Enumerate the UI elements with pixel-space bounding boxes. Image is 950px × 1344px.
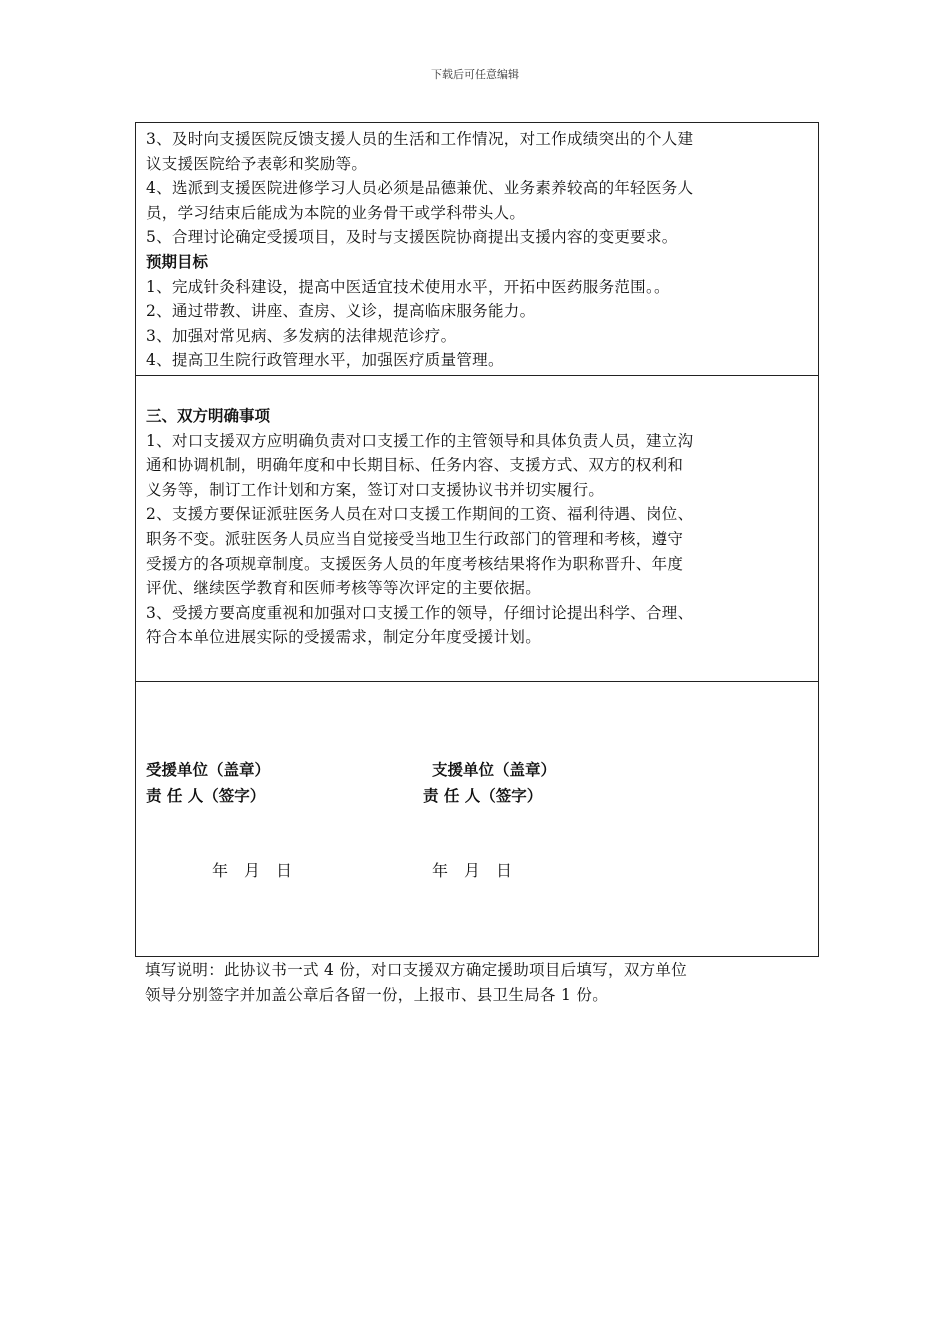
measure-line: 议支援医院给予表彰和奖励等。 [146,154,368,173]
goals-heading: 预期目标 [146,252,209,271]
measure-line: 5、合理讨论确定受援项目，及时与支援医院协商提出支援内容的变更要求。 [146,228,678,247]
goal-line: 4、提高卫生院行政管理水平，加强医疗质量管理。 [146,351,504,370]
matter-line: 符合本单位进展实际的受援需求，制定分年度受援计划。 [146,628,542,647]
support-person-label: 责 任 人（签字） [423,787,543,805]
support-unit-label: 支援单位（盖章） [432,761,557,779]
matter-line: 评优、继续医学教育和医师考核等等次评定的主要依据。 [146,579,542,598]
section-signatures [136,682,818,956]
matter-line: 3、受援方要高度重视和加强对口支援工作的领导，仔细讨论提出科学、合理、 [146,603,694,622]
signature-unit-row [146,758,808,784]
goal-line: 2、通过带教、讲座、查房、义诊，提高临床服务能力。 [146,302,536,321]
recipient-unit-label: 受援单位（盖章） [146,761,271,779]
instruction-line: 领导分别签字并加盖公章后各留一份，上报市、县卫生局各 1 份。 [145,985,609,1004]
support-date-label: 年 月 日 [432,861,513,880]
matter-line: 受援方的各项规章制度。支援医务人员的年度考核结果将作为职称晋升、年度 [146,554,684,573]
recipient-date-label: 年 月 日 [212,861,293,880]
goal-line: 3、加强对常见病、多发病的法律规范诊疗。 [146,326,457,345]
matter-line: 1、对口支援双方应明确负责对口支援工作的主管领导和具体负责人员，建立沟 [146,431,694,450]
filling-instructions [145,958,815,1007]
instruction-line: 填写说明：此协议书一式 4 份，对口支援双方确定援助项目后填写，双方单位 [145,961,688,979]
matter-line: 义务等，制订工作计划和方案，签订对口支援协议书并切实履行。 [146,480,605,499]
recipient-person-label: 责 任 人（签字） [146,787,266,805]
goal-line: 1、完成针灸科建设，提高中医适宜技术使用水平，开拓中医药服务范围。。 [146,277,670,296]
date-row [146,858,808,884]
header-note: 下载后可任意编辑 [431,68,519,81]
measure-line: 4、选派到支援医院进修学习人员必须是品德兼优、业务素养较高的年轻医务人 [146,179,694,198]
matter-line: 职务不变。派驻医务人员应当自觉接受当地卫生行政部门的管理和考核，遵守 [146,529,684,548]
matter-line: 2、支援方要保证派驻医务人员在对口支援工作期间的工资、福利待遇、岗位、 [146,505,694,524]
section-measures-goals [136,123,818,376]
section-mutual-matters [136,376,818,682]
section-heading: 三、双方明确事项 [146,407,271,425]
measure-line: 3、及时向支援医院反馈支援人员的生活和工作情况，对工作成绩突出的个人建 [146,130,694,148]
signature-person-row [146,784,808,810]
matter-line: 通和协调机制，明确年度和中长期目标、任务内容、支援方式、双方的权利和 [146,456,684,475]
measure-line: 员，学习结束后能成为本院的业务骨干或学科带头人。 [146,203,526,222]
agreement-table [135,122,819,957]
